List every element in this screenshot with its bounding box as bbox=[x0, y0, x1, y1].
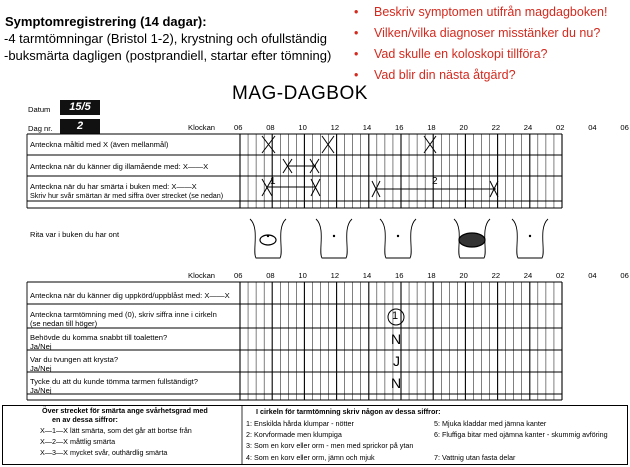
question-item: • Vad blir din nästa åtgärd? bbox=[354, 68, 516, 82]
stool-type-item: 5: Mjuka kladdar med jämna kanter bbox=[434, 419, 547, 428]
hour-label: 18 bbox=[427, 123, 436, 132]
day-value: 2 bbox=[60, 119, 100, 134]
hour-label: 10 bbox=[298, 123, 307, 132]
hour-label: 16 bbox=[395, 271, 404, 280]
row-pain-sublabel: Skriv hur svår smärtan är med siffra över strecket (se nedan) bbox=[30, 191, 224, 200]
legend-pain-item: X—1—X lätt smärta, som det går att bortse från bbox=[40, 426, 192, 435]
legend-stool-heading: I cirkeln för tarmtömning skriv någon av dessa siffror: bbox=[256, 407, 441, 416]
bullet-icon: • bbox=[354, 47, 359, 61]
pain-mark-2: 2 bbox=[432, 176, 438, 187]
hour-label: 14 bbox=[362, 271, 372, 280]
legend-pain-heading: Över strecket för smärta ange svårhetsgrad med bbox=[42, 406, 208, 415]
hour-label: 20 bbox=[459, 271, 468, 280]
row-stool-label: Anteckna tarmtömning med (0), skriv siffra inne i cirkeln bbox=[30, 310, 217, 319]
row-urgency-label: Behövde du komma snabbt till toaletten? bbox=[30, 333, 168, 342]
question-item: • Beskriv symptomen utifrån magdagboken! bbox=[354, 5, 608, 19]
summary-heading: Symptomregistrering (14 dagar): bbox=[5, 14, 207, 29]
abdomen-drawing bbox=[380, 219, 416, 258]
hour-label: 04 bbox=[588, 123, 597, 132]
hour-label: 02 bbox=[556, 123, 565, 132]
row-urgency-answer-hint: Ja/Nej bbox=[30, 342, 52, 351]
hour-label: 04 bbox=[588, 271, 597, 280]
hour-label: 24 bbox=[523, 123, 533, 132]
row-straining-label: Var du tvungen att krysta? bbox=[30, 355, 119, 364]
bullet-icon: • bbox=[354, 26, 359, 40]
legend-pain-item: X—2—X måttlig smärta bbox=[40, 437, 116, 446]
hour-label: 12 bbox=[330, 271, 340, 280]
hour-label: 10 bbox=[298, 271, 307, 280]
hour-label: 08 bbox=[266, 271, 275, 280]
row-straining-answer-hint: Ja/Nej bbox=[30, 364, 52, 373]
stool-type-item: 1: Enskilda hårda klumpar - nötter bbox=[246, 419, 354, 428]
question-item: • Vad skulle en koloskopi tillföra? bbox=[354, 47, 548, 61]
stool-type-item: 7: Vattnig utan fasta delar bbox=[434, 453, 516, 462]
hour-label: 02 bbox=[556, 271, 565, 280]
hour-label: 12 bbox=[330, 123, 340, 132]
hour-label: 20 bbox=[459, 123, 468, 132]
row-nausea-label: Anteckna när du känner dig illamående med: X——X bbox=[30, 162, 209, 171]
abdomen-drawing bbox=[512, 219, 548, 258]
stool-type-item: 3: Som en korv eller orm - men med sprickor på ytan bbox=[246, 441, 414, 450]
hour-label: 08 bbox=[266, 123, 275, 132]
clock-label: Klockan bbox=[188, 123, 216, 132]
hour-label: 16 bbox=[395, 123, 404, 132]
row-pain-label: Anteckna när du har smärta i buken med: X——X bbox=[30, 182, 197, 191]
body-drawing-label: Rita var i buken du har ont bbox=[30, 230, 120, 239]
hour-label: 06 bbox=[234, 271, 243, 280]
abdomen-drawing bbox=[454, 219, 490, 258]
row-meal-label: Anteckna måltid med X (även mellanmål) bbox=[30, 140, 169, 149]
abdomen-drawing bbox=[250, 219, 286, 258]
pain-mark-1: 1 bbox=[270, 176, 276, 187]
date-value: 15/5 bbox=[60, 100, 100, 115]
bullet-icon: • bbox=[354, 68, 359, 82]
hour-label: 22 bbox=[491, 271, 501, 280]
stool-type-item: 4: Som en korv eller orm, jämn och mjuk bbox=[246, 453, 375, 462]
question-item: • Vilken/vilka diagnoser misstänker du nu? bbox=[354, 26, 601, 40]
stool-type-item: 6: Fluffiga bitar med ojämna kanter - skummig avföring bbox=[434, 430, 608, 439]
hour-label: 22 bbox=[491, 123, 501, 132]
row-stool-sublabel: (se nedan till höger) bbox=[30, 319, 98, 328]
stool-type-item: 2: Korvformade men klumpiga bbox=[246, 430, 342, 439]
meal-x-mark bbox=[322, 136, 334, 153]
row-bloat-label: Anteckna när du känner dig uppkörd/uppblåst med: X——X bbox=[30, 291, 230, 300]
hour-label: 18 bbox=[427, 271, 436, 280]
clock-label-lower: Klockan bbox=[188, 271, 216, 280]
row-complete-answer-hint: Ja/Nej bbox=[30, 386, 52, 395]
legend-pain-heading-2: en av dessa siffror: bbox=[52, 415, 118, 424]
hour-label: 06 bbox=[234, 123, 243, 132]
hour-label: 14 bbox=[362, 123, 372, 132]
bullet-icon: • bbox=[354, 5, 359, 19]
summary-line-pain: -buksmärta dagligen (postprandiell, startar efter tömning) bbox=[4, 48, 332, 63]
hour-label: 06 bbox=[620, 123, 629, 132]
date-label: Datum bbox=[28, 105, 51, 114]
legend-pain-item: X—3—X mycket svår, outhärdlig smärta bbox=[40, 448, 168, 457]
summary-line-stool: -4 tarmtömningar (Bristol 1-2), krystning och ofullständig bbox=[4, 31, 327, 46]
pain-area-scribble bbox=[459, 233, 485, 247]
straining-answer: J bbox=[393, 353, 400, 369]
complete-answer: N bbox=[391, 375, 402, 391]
abdomen-drawing bbox=[316, 219, 352, 258]
meal-x-mark bbox=[424, 136, 436, 153]
urgency-answer: N bbox=[391, 331, 402, 347]
day-label: Dag nr. bbox=[28, 124, 53, 133]
hour-label: 06 bbox=[620, 271, 629, 280]
stool-entry-value: 1 bbox=[392, 310, 399, 322]
hour-label: 24 bbox=[523, 271, 533, 280]
diary-title: MAG-DAGBOK bbox=[232, 83, 368, 104]
row-complete-label: Tycke du att du kunde tömma tarmen fullständigt? bbox=[30, 377, 198, 386]
